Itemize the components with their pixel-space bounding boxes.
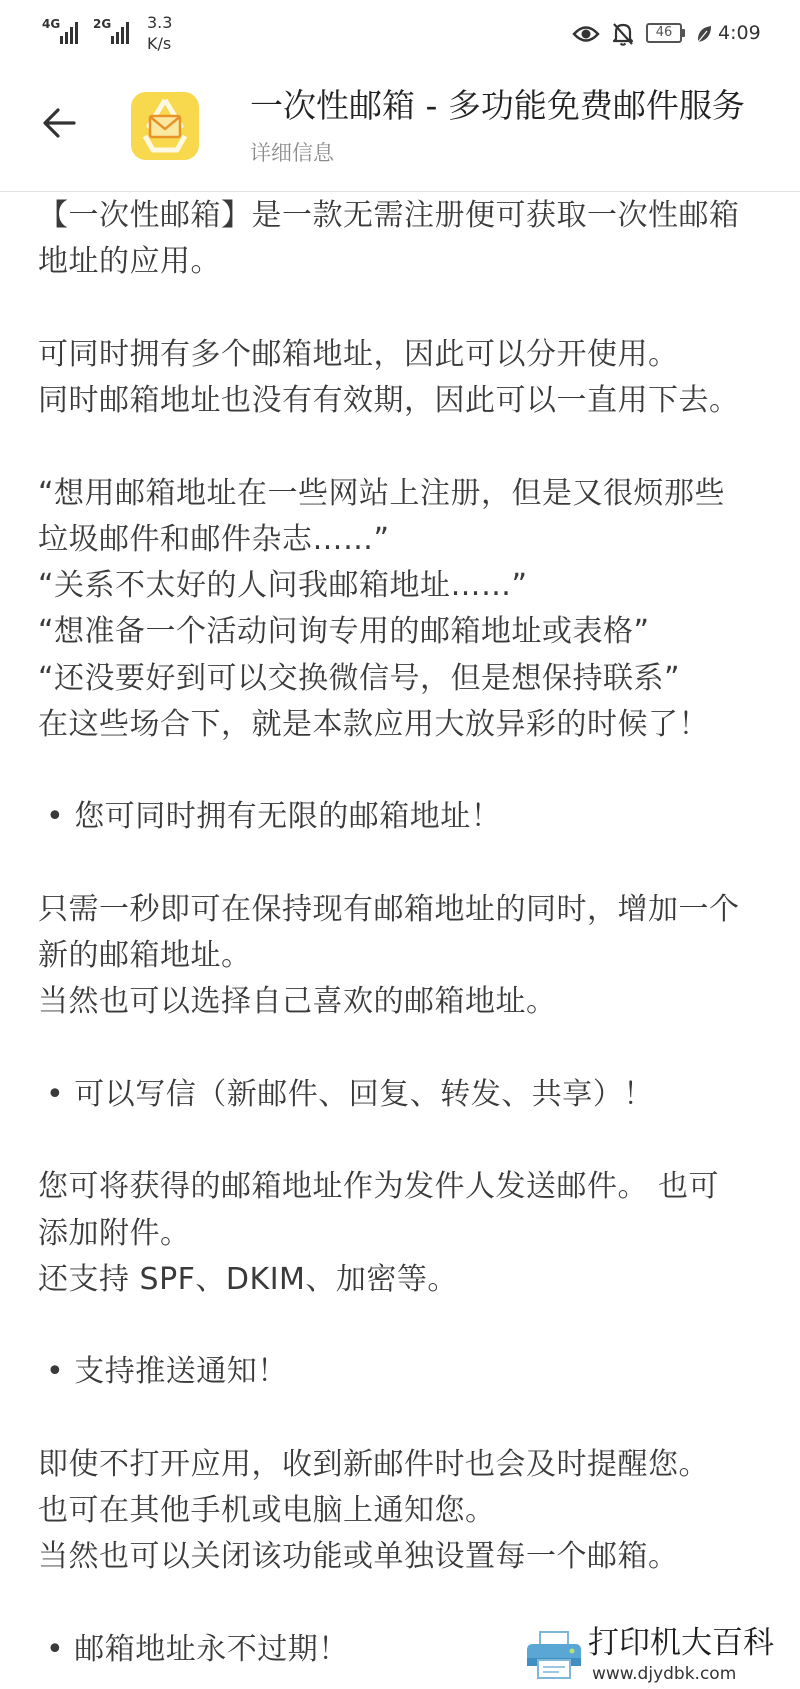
description-paragraph bbox=[38, 1164, 790, 1303]
mail-envelope-icon bbox=[131, 92, 199, 160]
description-paragraph bbox=[38, 887, 790, 1026]
signal-bars-icon bbox=[111, 20, 137, 44]
clock-time: 4:09 bbox=[718, 22, 761, 44]
description-line: 垃圾邮件和邮件杂志……” bbox=[38, 521, 390, 557]
network-speed-unit: K/s bbox=[147, 34, 172, 53]
battery-tip bbox=[682, 29, 685, 37]
feature-bullet bbox=[38, 794, 790, 840]
description-paragraph bbox=[38, 193, 790, 286]
printer-icon bbox=[524, 1630, 584, 1682]
back-arrow-icon bbox=[40, 104, 80, 142]
status-bar bbox=[0, 0, 800, 65]
description-paragraph bbox=[38, 1442, 790, 1581]
header-divider bbox=[0, 191, 800, 192]
description-line: 还支持 SPF、DKIM、加密等。 bbox=[38, 1261, 458, 1297]
description-line: 可同时拥有多个邮箱地址，因此可以分开使用。 bbox=[38, 336, 679, 372]
feature-bullet bbox=[38, 1072, 790, 1118]
description-paragraph bbox=[38, 332, 790, 425]
feature-bullet-line: • 您可同时拥有无限的邮箱地址！ bbox=[46, 799, 502, 835]
leaf-icon bbox=[696, 24, 712, 44]
description-line: “关系不太好的人问我邮箱地址……” bbox=[38, 568, 528, 603]
description-line: 新的邮箱地址。 bbox=[38, 938, 252, 973]
feature-bullet-line: • 支持推送通知！ bbox=[46, 1354, 288, 1390]
eye-icon bbox=[572, 24, 600, 44]
description-line: 地址的应用。 bbox=[38, 244, 221, 280]
description-line: 当然也可以选择自己喜欢的邮箱地址。 bbox=[38, 984, 557, 1020]
description-line: 也可在其他手机或电脑上通知您。 bbox=[38, 1493, 496, 1528]
feature-bullet-line: • 可以写信（新邮件、回复、转发、共享）！ bbox=[46, 1076, 654, 1112]
description-line: “想准备一个活动问询专用的邮箱地址或表格” bbox=[38, 614, 650, 650]
description-line: 添加附件。 bbox=[38, 1215, 191, 1251]
app-description bbox=[38, 193, 790, 1673]
back-button[interactable] bbox=[40, 104, 80, 142]
description-line: 同时邮箱地址也没有有效期，因此可以一直用下去。 bbox=[38, 383, 740, 418]
network-type-2: 2G bbox=[93, 17, 112, 31]
network-speed-value: 3.3 bbox=[147, 13, 173, 32]
description-line: 只需一秒即可在保持现有邮箱地址的同时，增加一个 bbox=[38, 891, 740, 927]
site-watermark bbox=[524, 1626, 796, 1686]
feature-bullet-line: • 邮箱地址永不过期！ bbox=[46, 1631, 349, 1667]
battery-icon: 46 bbox=[646, 23, 682, 43]
page-title: 一次性邮箱 - 多功能免费邮件服务 bbox=[250, 86, 745, 125]
description-line: 您可将获得的邮箱地址作为发件人发送邮件。 也可 bbox=[38, 1169, 720, 1205]
description-line: 【一次性邮箱】是一款无需注册便可获取一次性邮箱 bbox=[38, 198, 740, 233]
description-line: 当然也可以关闭该功能或单独设置每一个邮箱。 bbox=[38, 1539, 679, 1575]
description-line: “想用邮箱地址在一些网站上注册，但是又很烦那些 bbox=[38, 475, 726, 511]
description-line: 即使不打开应用，收到新邮件时也会及时提醒您。 bbox=[38, 1446, 709, 1482]
watermark-site-name: 打印机大百科 bbox=[588, 1625, 774, 1661]
description-line: “还没要好到可以交换微信号，但是想保持联系” bbox=[38, 660, 681, 696]
bell-off-icon bbox=[611, 21, 635, 47]
signal-bars-icon bbox=[60, 20, 86, 44]
description-paragraph bbox=[38, 471, 790, 749]
page-subtitle: 详细信息 bbox=[250, 141, 334, 165]
feature-bullet bbox=[38, 1349, 790, 1395]
watermark-site-url: www.djydbk.com bbox=[592, 1664, 737, 1684]
app-icon bbox=[131, 92, 199, 160]
description-line: 在这些场合下，就是本款应用大放异彩的时候了！ bbox=[38, 706, 709, 742]
network-type-1: 4G bbox=[42, 17, 61, 31]
